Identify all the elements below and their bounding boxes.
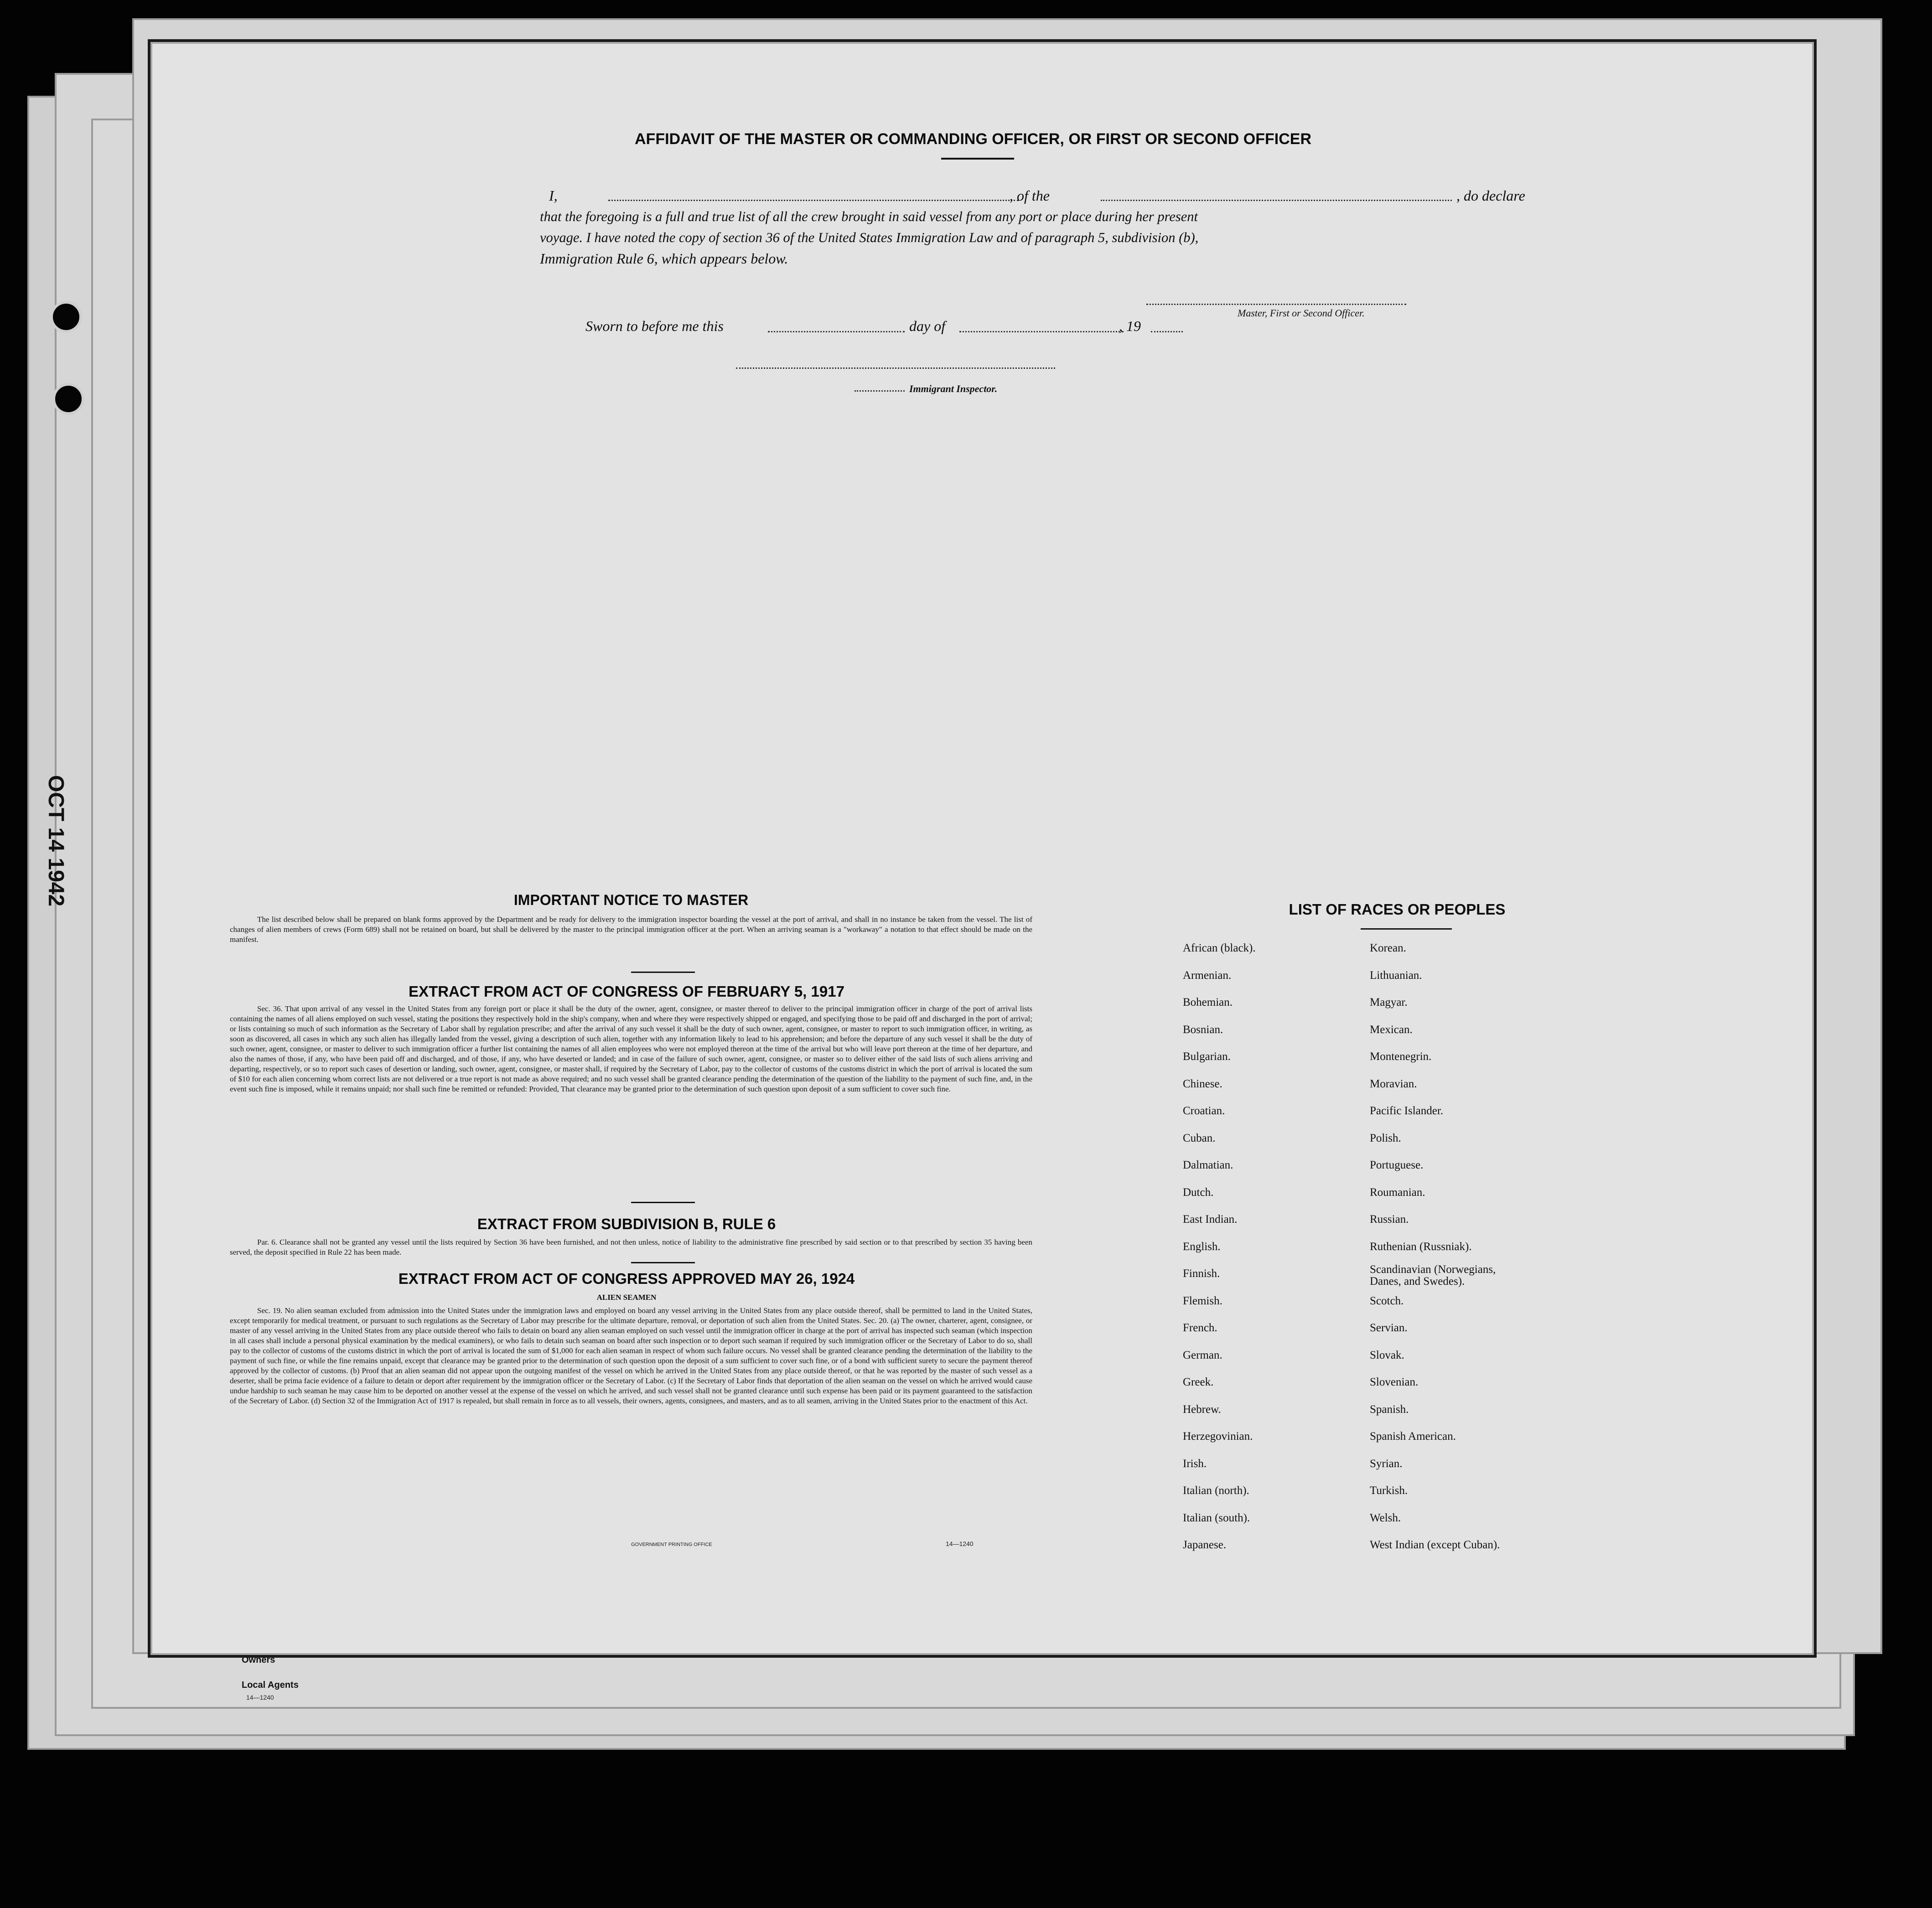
race-item: Greek. <box>1183 1376 1214 1388</box>
race-item: French. <box>1183 1322 1217 1334</box>
race-item: Scotch. <box>1370 1294 1404 1307</box>
rule6-rule <box>631 1262 695 1263</box>
race-item: Polish. <box>1370 1132 1401 1144</box>
race-item: Scandinavian (Norwegians, Danes, and Swedes). <box>1370 1263 1496 1288</box>
inspector-short-line <box>855 390 905 392</box>
extract-1924-subtitle: ALIEN SEAMEN <box>596 1293 657 1302</box>
race-item: Bohemian. <box>1183 996 1233 1008</box>
affidavit-line-2: that the foregoing is a full and true list of all the crew brought in said vessel from any port or place during her present <box>540 209 1198 224</box>
rule6-title: EXTRACT FROM SUBDIVISION B, RULE 6 <box>477 1215 776 1232</box>
race-item: Italian (north). <box>1183 1484 1249 1497</box>
name-blank <box>608 200 1019 201</box>
declare-of-the: , of the <box>1010 187 1050 204</box>
race-item: Spanish. <box>1370 1403 1409 1416</box>
affidavit-line-3: voyage. I have noted the copy of section 36 of the United States Immigration Law and of paragraph 5, subdivision (b), <box>540 230 1199 245</box>
affidavit-page <box>150 42 1814 1655</box>
extract-1917-body: Sec. 36. That upon arrival of any vessel in the United States from any foreign port or place it shall be the duty of the owner, agent, consignee, or master thereof to deliver to the principal immigration officer in charge of the port of arrival lists containing the names of all aliens employed on such vessel, stating the positions they respectively hold in the ship's company, when and where they were respectively shipped or engaged, and specifying those to be paid off and discharged in the port of arrival; or lists containing so much of such information as the Secretary of Labor shall by regulation prescribe; and after the arrival of any such vessel it shall be the duty of such owner, agent, consignee, or master to report to such immigration officer, in writing, as soon as discovered, all cases in which any such alien has illegally landed from the vessel, giving a description of such alien, together with any information likely to lead to his apprehension; and before the departure of any such vessel it shall be the duty of such owner, agent, consignee, or master to deliver to such immigration officer a further list containing the names of all alien employees who were not employed thereon at the time of the arrival but who will leave port thereon at the time of her departure, and also the names of those, if any, who have been paid off and discharged, and of those, if any, who have deserted or landed; and in case of the failure of such owner, agent, consignee, or master so to deliver either of the said lists of such aliens arriving and departing, respectively, or so to report such cases of desertion or landing, such owner, agent, consignee, or master shall, if required by the Secretary of Labor, pay to the collector of customs of the customs district in which the port of arrival is located the sum of $10 for each alien concerning whom correct lists are not delivered or a true report is not made as above required; and no such vessel shall be granted clearance pending the determination of the question of the liability to the payment of such fine, and, in the event such fine is imposed, while it remains unpaid; nor shall such fine be remitted or refunded: Provided, That clearance may be granted prior to the determination of such question upon deposit of a sum sufficient to cover such fine. <box>230 1004 1032 1093</box>
side-stamp: OCT 14 1942 <box>44 775 68 907</box>
race-item: Bulgarian. <box>1183 1050 1231 1063</box>
race-item: Herzegovinian. <box>1183 1430 1253 1443</box>
extract-1917-rule <box>631 1202 695 1203</box>
notice-body: The list described below shall be prepared on blank forms approved by the Department and be ready for delivery to the immigration inspector boarding the vessel at the port of arrival, and shall in no instance be taken from the vessel. The list of changes of alien members of crews (Form 689) shall not be retained on board, but shall be delivered by the master to the principal immigration officer at the port. When an arriving seaman is a "workaway" a notation to that effect should be made on the manifest. <box>230 915 1032 944</box>
affidavit-title: AFFIDAVIT OF THE MASTER OR COMMANDING OFFICER, OR FIRST OR SECOND OFFICER <box>635 130 1311 148</box>
race-item: Welsh. <box>1370 1511 1401 1524</box>
sworn-year: , 19 <box>1119 318 1141 334</box>
race-item: West Indian (except Cuban). <box>1370 1539 1500 1551</box>
race-item: Italian (south). <box>1183 1511 1250 1524</box>
race-item: Russian. <box>1370 1213 1409 1225</box>
race-item: Montenegrin. <box>1370 1050 1432 1063</box>
punch-hole-left-4 <box>52 383 84 415</box>
printer-mark: GOVERNMENT PRINTING OFFICE <box>631 1542 712 1547</box>
affidavit-line-4: Immigration Rule 6, which appears below. <box>540 250 788 267</box>
race-item: Cuban. <box>1183 1132 1216 1144</box>
race-item: Dalmatian. <box>1183 1159 1233 1171</box>
race-item: Slovenian. <box>1370 1376 1419 1388</box>
race-item: African (black). <box>1183 942 1256 954</box>
race-item: Japanese. <box>1183 1539 1227 1551</box>
race-item: English. <box>1183 1240 1221 1253</box>
race-item: Pacific Islander. <box>1370 1105 1444 1117</box>
race-item: Mexican. <box>1370 1023 1413 1036</box>
race-item: Ruthenian (Russniak). <box>1370 1240 1472 1253</box>
race-item: Spanish American. <box>1370 1430 1456 1443</box>
race-item: Slovak. <box>1370 1349 1404 1361</box>
inspector-signature-line <box>736 367 1055 369</box>
extract-1924-body: Sec. 19. No alien seaman excluded from admission into the United States under the immigration laws and employed on board any vessel arriving in the United States from any place outside thereof, shall be permitted to land in the United States, except temporarily for medical treatment, or pursuant to such regulations as the Secretary of Labor may prescribe for the ultimate departure, removal, or deportation of such alien from the United States. Sec. 20. (a) The owner, charterer, agent, consignee, or master of any vessel arriving in the United States from any place outside thereof who fails to detain on board any alien seaman employed on such vessel until the immigration officer in charge at the port of arrival has inspected such seaman (which inspection in all cases shall include a personal physical examination by the medical examiners), or who fails to detain such seaman on board after such inspection or to deport such seaman if required by such immigration officer or the Secretary of Labor to do so, shall pay to the collector of customs of the customs district in which the port of arrival is located the sum of $1,000 for each alien seaman in respect of whom such failure occurs. No vessel shall be granted clearance pending the determination of the liability to the payment of such fine, or while the fine remains unpaid, except that clearance may be granted prior to the determination of such question upon the deposit of a sum sufficient to cover such fine, or of a bond with sufficient surety to secure the payment thereof approved by the collector of customs. (b) Proof that an alien seaman did not appear upon the outgoing manifest of the vessel on which he arrived in the United States from any place outside thereof, or that he was reported by the master of such vessel as a deserter, shall be prima facie evidence of a failure to detain or deport after requirement by the immigration officer or the Secretary of Labor. (c) If the Secretary of Labor finds that deportation of the alien seaman on the vessel on which he arrived would cause undue hardship to such seaman he may cause him to be deported on another vessel at the expense of the vessel on which he arrived, and such vessel shall not be granted clearance until such expense has been paid or its payment guaranteed to the satisfaction of the Secretary of Labor. (d) Section 32 of the Immigration Act of 1917 is repealed, but shall remain in force as to all vessels, their owners, agents, consignees, and masters, and as to all seamen, arriving in the United States prior to the enactment of this Act. <box>230 1306 1032 1405</box>
race-item: East Indian. <box>1183 1213 1238 1225</box>
notice-rule <box>631 972 695 973</box>
race-item: Croatian. <box>1183 1105 1225 1117</box>
sworn-text: Sworn to before me this <box>585 318 724 334</box>
form-number: 14—1240 <box>946 1540 974 1547</box>
race-item: Bosnian. <box>1183 1023 1223 1036</box>
vessel-blank <box>1101 200 1452 201</box>
rule6-body: Par. 6. Clearance shall not be granted any vessel until the lists required by Section 36 have been furnished, and not then unless, notice of liability to the administrative fine prescribed by said section or to that prescribed by section 35 having been served, the deposit specified in Rule 22 has been made. <box>230 1238 1032 1256</box>
race-item: Portuguese. <box>1370 1159 1424 1171</box>
sworn-day-of: day of <box>909 318 946 334</box>
race-item: Finnish. <box>1183 1267 1220 1280</box>
notice-title: IMPORTANT NOTICE TO MASTER <box>513 892 749 908</box>
race-item: Syrian. <box>1370 1457 1403 1470</box>
race-item: Moravian. <box>1370 1077 1417 1090</box>
race-item: Armenian. <box>1183 969 1232 982</box>
sworn-day-blank <box>768 331 905 332</box>
race-item: Chinese. <box>1183 1077 1222 1090</box>
underlying-form-number: 14—1240 <box>246 1694 274 1701</box>
sworn-month-blank <box>959 331 1124 332</box>
extract-1924-title: EXTRACT FROM ACT OF CONGRESS APPROVED MAY 26, 1924 <box>398 1270 855 1287</box>
punch-hole-left-3 <box>50 301 82 333</box>
race-item: Roumanian. <box>1370 1186 1425 1199</box>
race-item: Irish. <box>1183 1457 1207 1470</box>
race-item: Turkish. <box>1370 1484 1408 1497</box>
races-rule <box>1361 928 1452 930</box>
race-item: Servian. <box>1370 1322 1408 1334</box>
race-item: Magyar. <box>1370 996 1408 1008</box>
declare-do-declare: , do declare <box>1456 187 1525 204</box>
inspector-caption: Immigrant Inspector. <box>909 383 998 394</box>
race-item: Lithuanian. <box>1370 969 1422 982</box>
owners-label: Owners <box>242 1655 275 1665</box>
races-title: LIST OF RACES OR PEOPLES <box>1289 901 1506 918</box>
extract-1917-title: EXTRACT FROM ACT OF CONGRESS OF FEBRUARY 5, 1917 <box>409 983 844 1000</box>
race-item: Flemish. <box>1183 1294 1222 1307</box>
master-signature-line <box>1146 304 1406 305</box>
declare-i: I, <box>549 187 558 204</box>
sworn-year-blank <box>1151 331 1183 332</box>
affidavit-title-rule <box>941 158 1014 160</box>
race-item: Hebrew. <box>1183 1403 1221 1416</box>
local-agents-label: Local Agents <box>242 1680 299 1690</box>
race-item: Korean. <box>1370 942 1406 954</box>
race-item: German. <box>1183 1349 1222 1361</box>
race-item: Dutch. <box>1183 1186 1214 1199</box>
master-signature-caption: Master, First or Second Officer. <box>1238 307 1365 319</box>
